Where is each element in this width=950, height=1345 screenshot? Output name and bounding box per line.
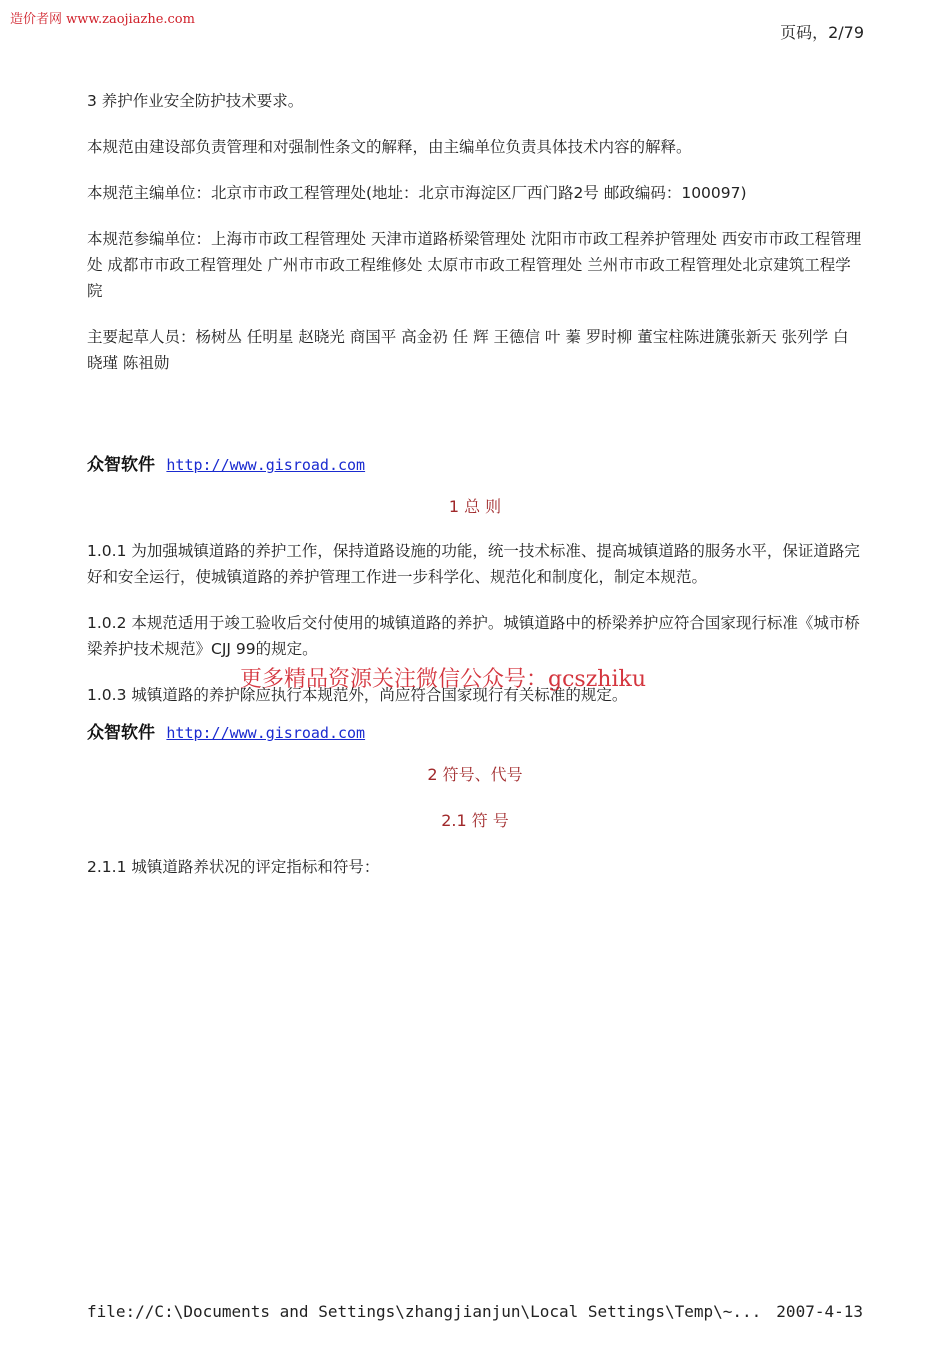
paragraph-item-3: 3 养护作业安全防护技术要求。 [87,92,304,110]
clause-2-1-1: 2.1.1 城镇道路养状况的评定指标和符号： [87,858,380,876]
brand-name: 众智软件 [87,723,155,743]
document-body [87,88,863,900]
section-heading-2: 2 符号、代号 [427,765,523,784]
brand-line [87,452,863,478]
clause-1-0-2: 1.0.2 本规范适用于竣工验收后交付使用的城镇道路的养护。城镇道路中的桥梁养护应符合国家现行标准《城市桥梁养护技术规范》CJJ 99的规定。 [87,614,860,658]
clause-1-0-1: 1.0.1 为加强城镇道路的养护工作，保持道路设施的功能，统一技术标准、提高城镇道路的服务水平，保证道路完好和安全运行，使城镇道路的养护管理工作进一步科学化、规范化和制度化，制定本规范。 [87,542,860,586]
brand-name: 众智软件 [87,455,155,475]
brand-line [87,720,863,746]
section-heading-1: 1 总 则 [448,497,502,516]
footer-file-path: file://C:\Documents and Settings\zhangjianjun\Local Settings\Temp\~... [87,1302,762,1321]
brand-link[interactable]: http://www.gisroad.com [166,456,366,474]
paragraph-participating-units: 本规范参编单位：上海市市政工程管理处 天津市道路桥梁管理处 沈阳市市政工程养护管理处 西安市市政工程管理处 成都市市政工程管理处 广州市市政工程维修处 太原市市政工程管理处 兰州市市政工程管理处北京建筑工程学院 [87,230,862,300]
brand-link[interactable]: http://www.gisroad.com [166,724,366,742]
page-number: 页码，2/79 [780,23,864,42]
site-watermark: 造价者网 www.zaojiazhe.com [10,12,195,27]
paragraph-management: 本规范由建设部负责管理和对强制性条文的解释，由主编单位负责具体技术内容的解释。 [87,138,692,156]
paragraph-drafters: 主要起草人员：杨树丛 任明星 赵晓光 商国平 高金礽 任 辉 王德信 叶 蓁 罗时柳 董宝柱陈进篪张新天 张列学 白晓瑾 陈祖勋 [87,328,849,372]
paragraph-chief-editor: 本规范主编单位：北京市市政工程管理处(地址：北京市海淀区厂西门路2号 邮政编码：100097) [87,184,747,202]
page-footer [87,1302,863,1321]
overlay-watermark: 更多精品资源关注微信公众号：gcszhiku [240,667,646,692]
footer-date: 2007-4-13 [776,1302,863,1321]
clause-1-0-3: 1.0.3 城镇道路的养护除应执行本规范外，尚应符合国家现行有关标准的规定。 [87,686,628,704]
section-heading-2-1: 2.1 符 号 [441,811,509,830]
